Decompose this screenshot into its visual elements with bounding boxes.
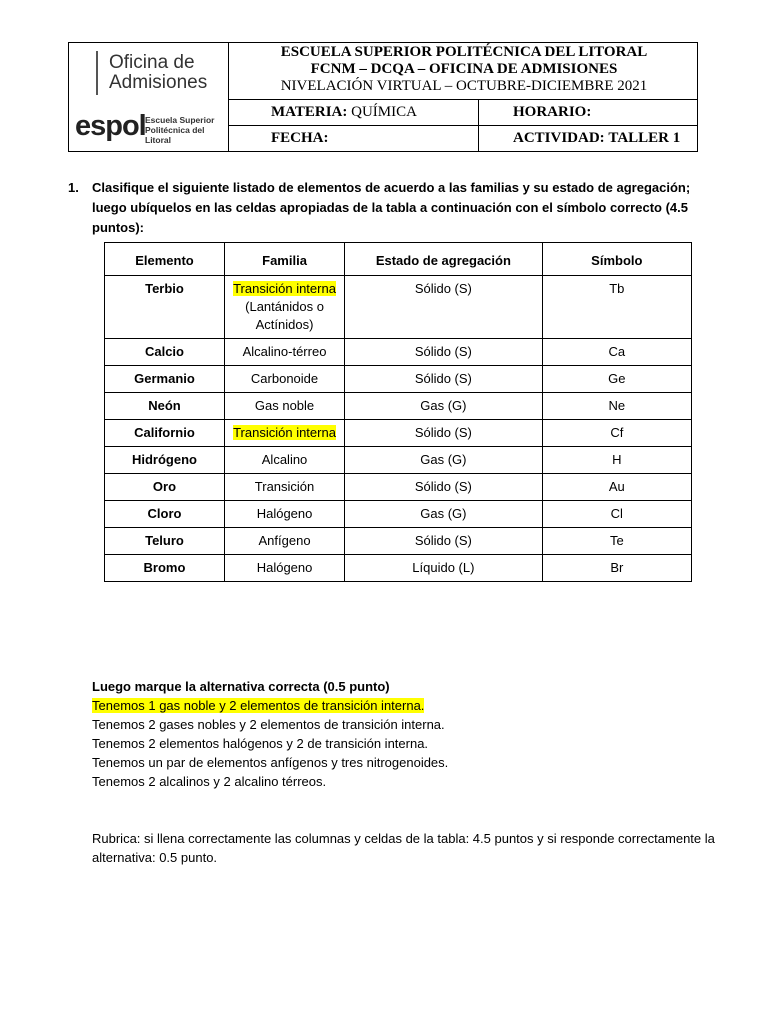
horario-field: HORARIO: (513, 104, 592, 120)
question-number: 1. (68, 180, 79, 195)
oficina-admisiones-logo: Oficina de Admisiones (109, 52, 208, 93)
answer-option (92, 696, 448, 715)
title-line-3: NIVELACIÓN VIRTUAL – OCTUBRE-DICIEMBRE 2021 (280, 78, 648, 94)
cell-familia: Halógeno (224, 501, 344, 528)
header-info-grid (228, 99, 697, 151)
logo-divider (96, 51, 98, 95)
cell-familia: Gas noble (224, 393, 344, 420)
table-row (105, 393, 692, 420)
cell-familia: Carbonoide (224, 366, 344, 393)
cell-elemento: Neón (105, 393, 225, 420)
cell-familia: Alcalino (224, 447, 344, 474)
header-elemento: Elemento (105, 243, 225, 276)
table-header-row (105, 243, 692, 276)
cell-estado: Sólido (S) (345, 528, 543, 555)
cell-simbolo: Tb (542, 276, 691, 339)
cell-simbolo: Br (542, 555, 691, 582)
cell-simbolo: Te (542, 528, 691, 555)
cell-simbolo: Au (542, 474, 691, 501)
header-title (229, 43, 699, 100)
highlighted-familia: Transición interna (233, 281, 336, 296)
cell-elemento: Cloro (105, 501, 225, 528)
cell-elemento: Calcio (105, 339, 225, 366)
cell-estado: Sólido (S) (345, 420, 543, 447)
rubrica-text: Rubrica: si llena correctamente las columnas y celdas de la tabla: 4.5 puntos y si responde correctamente la alternativa: 0.5 punto. (92, 831, 715, 865)
cell-elemento: Bromo (105, 555, 225, 582)
cell-estado: Sólido (S) (345, 474, 543, 501)
cell-elemento: Hidrógeno (105, 447, 225, 474)
cell-familia: Alcalino-térreo (224, 339, 344, 366)
cell-simbolo: Cl (542, 501, 691, 528)
cell-estado: Gas (G) (345, 447, 543, 474)
actividad-field: ACTIVIDAD: TALLER 1 (513, 130, 681, 146)
highlighted-familia: Transición interna (233, 425, 336, 440)
question-1 (68, 178, 708, 238)
title-line-2: FCNM – DCQA – OFICINA DE ADMISIONES (310, 61, 618, 77)
table-row (105, 447, 692, 474)
document-header (68, 42, 698, 152)
espol-logo: espol (75, 110, 146, 142)
answer-prompt: Luego marque la alternativa correcta (0.5 punto) (92, 679, 390, 694)
cell-familia: Transición interna (Lantánidos o Actínidos) (224, 276, 344, 339)
answer-option: Tenemos 2 elementos halógenos y 2 de transición interna. (92, 736, 429, 751)
header-simbolo: Símbolo (542, 243, 691, 276)
cell-estado: Líquido (L) (345, 555, 543, 582)
cell-familia (224, 420, 344, 447)
table-row (105, 339, 692, 366)
cell-elemento: Germanio (105, 366, 225, 393)
cell-familia: Anfígeno (224, 528, 344, 555)
elements-table (104, 242, 692, 582)
title-line-1: ESCUELA SUPERIOR POLITÉCNICA DEL LITORAL (280, 44, 648, 60)
cell-elemento: Oro (105, 474, 225, 501)
fecha-field: FECHA: (271, 130, 329, 146)
cell-estado: Sólido (S) (345, 339, 543, 366)
cell-estado: Sólido (S) (345, 276, 543, 339)
cell-simbolo: Cf (542, 420, 691, 447)
table-row (105, 555, 692, 582)
header-estado: Estado de agregación (345, 243, 543, 276)
answer-options (92, 677, 448, 791)
cell-simbolo: Ne (542, 393, 691, 420)
cell-simbolo: H (542, 447, 691, 474)
selected-answer: Tenemos 1 gas noble y 2 elementos de transición interna. (92, 698, 425, 713)
header-familia: Familia (224, 243, 344, 276)
table-row (105, 276, 692, 339)
cell-familia: Halógeno (224, 555, 344, 582)
cell-elemento: Terbio (105, 276, 225, 339)
answer-option: Tenemos 2 gases nobles y 2 elementos de transición interna. (92, 717, 445, 732)
table-row (105, 501, 692, 528)
materia-field: MATERIA: QUÍMICA (271, 104, 417, 120)
cell-estado: Gas (G) (345, 501, 543, 528)
table-row (105, 528, 692, 555)
question-text: Clasifique el siguiente listado de elementos de acuerdo a las familias y su estado de agregación; luego ubíquelos en las celdas apropiadas de la tabla a continuación con el símbolo correcto (4.5 puntos): (92, 180, 691, 235)
cell-familia: Transición (224, 474, 344, 501)
logo-cell (69, 43, 229, 151)
table-row (105, 366, 692, 393)
espol-logo-subtitle: Escuela Superior Politécnica del Litoral (145, 115, 215, 145)
cell-estado: Gas (G) (345, 393, 543, 420)
cell-elemento: Teluro (105, 528, 225, 555)
cell-simbolo: Ge (542, 366, 691, 393)
answer-option: Tenemos 2 alcalinos y 2 alcalino térreos. (92, 774, 327, 789)
answer-option: Tenemos un par de elementos anfígenos y tres nitrogenoides. (92, 755, 449, 770)
cell-estado: Sólido (S) (345, 366, 543, 393)
table-row (105, 420, 692, 447)
table-row (105, 474, 692, 501)
cell-elemento: Californio (105, 420, 225, 447)
cell-simbolo: Ca (542, 339, 691, 366)
